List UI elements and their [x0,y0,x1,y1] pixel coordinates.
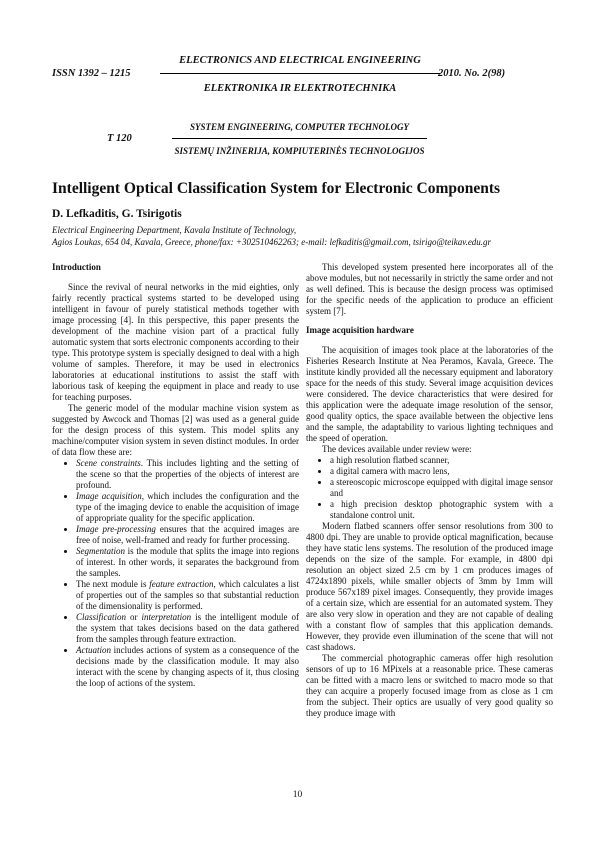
body-paragraph: This developed system presented here incorporates all of the above modules, but not necessarily in strictly the same order and not as well defined. This is because the design process was optimised for the specific needs of the application to produce an efficient system [7]. [306,262,553,316]
affiliation-line-2: Agios Loukas, 654 04, Kavala, Greece, phone/fax: +302510462263; e-mail: lefkaditis@gmail.com, tsirigo@teikav.edu.gr [52,237,492,247]
journal-title-en: ELECTRONICS AND ELECTRICAL ENGINEERING [179,55,421,66]
left-column [52,262,299,689]
body-paragraph: The acquisition of images took place at the laboratories of the Fisheries Research Institute at Nea Peramos, Kavala, Greece. The institute kindly provided all the necessary equipment and laboratory space for the needs of this study. Several image acquisition devices were considered. The device characteristics that were desired for this application were the adequate image resolution of the sensor, good quality optics, the space available between the objective lens and the sample, the adaptability to various lighting techniques and the speed of operation. [306,345,553,443]
list-item: • a digital camera with macro lens, [330,466,553,477]
body-paragraph: Modern flatbed scanners offer sensor resolutions from 300 to 4800 dpi. They are unable to provide optical magnification, because they have static lens systems. The resolution of the produced image depends on the size of the sample. For example, in 4800 dpi resolution an object sized 2.5 cm by 1 cm produces images of 4724x1890 pixels, while smaller objects of 3mm by 1mm will produce 567x189 pixel images. Consequently, they provide images of a certain size, which are essential for an automated system. They are also very slow in operation and they are not capable of dealing with a constant flow of samples that this application demands. However, they provide even illumination of the scene that will not cast shadows. [306,521,553,652]
module-list [52,458,299,689]
right-column [306,262,553,719]
year-issue: 2010. No. 2(98) [438,68,506,79]
affiliation-line-1: Electrical Engineering Department, Kavala Institute of Technology, [52,225,297,235]
list-item: • Actuation includes actions of system as a consequence of the decisions made by the classification module. It may also interact with the scene by changing aspects of it, thus closing the loop of actions of the system. [76,645,299,689]
device-list [306,455,553,521]
list-item: • Segmentation is the module that splits the image into regions of interest. In other words, it separates the background from the samples. [76,546,299,579]
list-item: • Image pre-processing ensures that the acquired images are free of noise, well-framed and ready for further processing. [76,524,299,546]
section-heading-image-acquisition: Image acquisition hardware [306,325,414,335]
section-code: T 120 [107,133,132,144]
list-item: • a high precision desktop photographic system with a standalone control unit. [330,499,553,521]
section-title-en: SYSTEM ENGINEERING, COMPUTER TECHNOLOGY [189,122,410,132]
issn: ISSN 1392 – 1215 [52,68,131,79]
list-item: • Image acquisition, which includes the configuration and the type of the imaging device to enable the acquisition of image of appropriate quality for the specific application. [76,491,299,524]
list-item: • a stereoscopic microscope equipped with digital image sensor and [330,477,553,499]
intro-paragraph-2: The generic model of the modular machine vision system as suggested by Awcock and Thomas [2] was used as a general guide for the design process of this system. This model splits any machine/computer vision system in seven distinct modules. In order of data flow these are: [52,403,299,457]
section-rule [172,138,427,139]
list-item: • Classification or interpretation is the intelligent module of the system that takes decisions based on the data gathered from the samples through feature extraction. [76,612,299,645]
list-item: • a high resolution flatbed scanner, [330,455,553,466]
paper-title: Intelligent Optical Classification System for Electronic Components [52,180,501,197]
list-item: • The next module is feature extraction, which calculates a list of properties out of the samples so that substantial reduction of the dimensionality is performed. [76,579,299,612]
section-heading-introduction: Introduction [52,262,101,272]
list-item: • Scene constraints. This includes lighting and the setting of the scene so that the properties of the objects of interest are profound. [76,458,299,491]
header-rule [160,73,440,74]
journal-title-lt: ELEKTRONIKA IR ELEKTROTECHNIKA [203,83,397,94]
section-title-lt: SISTEMŲ INŽINERIJA, KOMPIUTERINĖS TECHNOLOGIJOS [174,146,425,156]
affiliation [52,224,572,248]
body-paragraph: The devices available under review were: [322,444,472,454]
intro-paragraph-1: Since the revival of neural networks in the mid eighties, only fairly recently practical systems started to be developed using intelligent in favour of purely statistical methods together with image processing [4]. In this perspective, this paper presents the development of the machine vision part of a practical fully automatic system that sorts electronic components according to their type. This prototype system is specially designed to deal with a high volume of samples. Therefore, it may be used in electronics laboratories at educational institutions to assist the staff with laborious task of keeping the equipment in place and ready to use for teaching purposes. [52,282,299,402]
paper-authors: D. Lefkaditis, G. Tsirigotis [52,208,182,220]
body-paragraph: The commercial photographic cameras offer high resolution sensors of up to 16 MPixels at a reasonable price. These cameras can be fitted with a macro lens or switched to macro mode so that they can acquire a properly focused image from as close as 1 cm from the subject. Their optics are usually of very good quality so they produce image with [306,653,553,718]
page-number: 10 [292,790,303,800]
